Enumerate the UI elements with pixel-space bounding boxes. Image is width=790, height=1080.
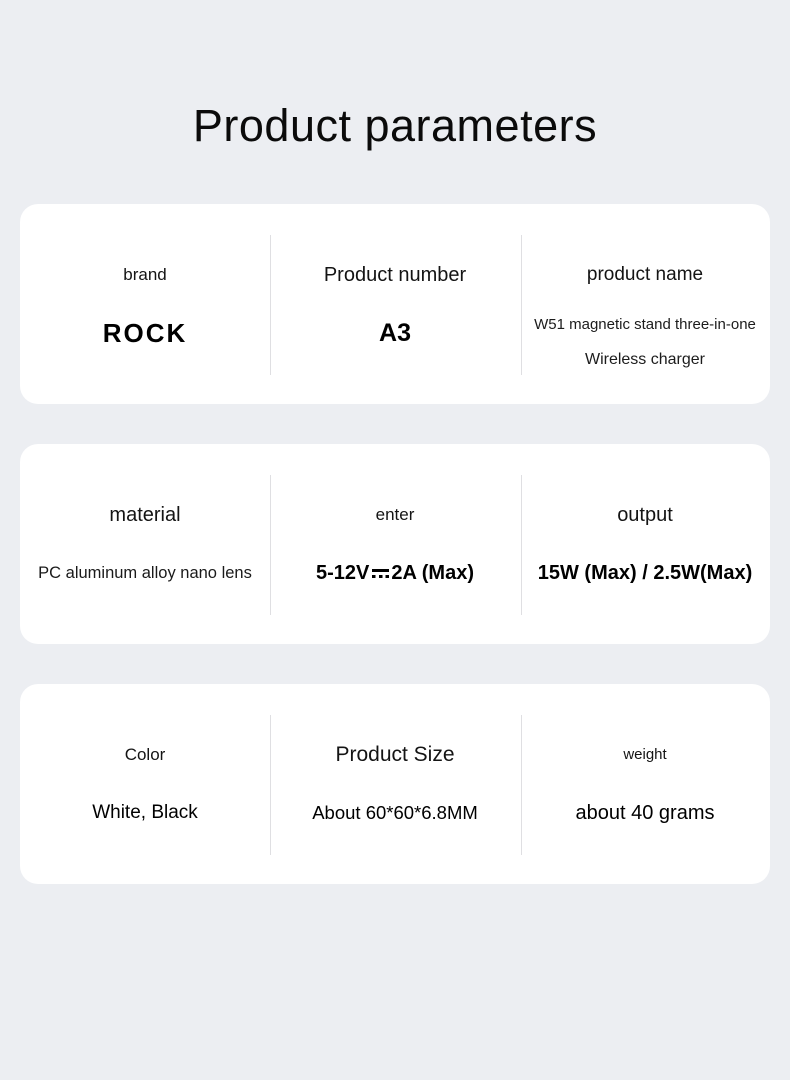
product-name-line-2: Wireless charger (584, 351, 705, 368)
column-divider (270, 235, 271, 375)
column-divider (521, 235, 522, 375)
spec-cell-material (20, 444, 270, 644)
dc-symbol-icon (372, 568, 389, 579)
spec-value: about 40 grams (575, 802, 715, 824)
spec-label: Product Size (335, 743, 455, 766)
spec-label: Product number (323, 264, 467, 286)
spec-value: White, Black (92, 802, 198, 823)
spec-value: ROCK (102, 318, 188, 348)
spec-card-electrical (20, 444, 770, 644)
spec-cell-product-number (270, 204, 520, 404)
spec-value (316, 557, 474, 589)
input-value-suffix: 2A (Max) (391, 562, 474, 584)
spec-value: 15W (Max) / 2.5W(Max) (537, 562, 753, 584)
product-name-line-1: W51 magnetic stand three-in-one (534, 316, 756, 333)
spec-label: output (617, 504, 673, 526)
column-divider (270, 475, 271, 615)
spec-card-physical (20, 684, 770, 884)
spec-label: Color (124, 745, 166, 764)
spec-cell-color (20, 684, 270, 884)
spec-cell-brand (20, 204, 270, 404)
spec-value: About 60*60*6.8MM (312, 802, 478, 823)
spec-cell-output (520, 444, 770, 644)
spec-value: PC aluminum alloy nano lens (38, 564, 252, 582)
spec-cell-weight (520, 684, 770, 884)
column-divider (521, 715, 522, 855)
page-title: Product parameters (192, 100, 598, 151)
spec-label: material (109, 504, 181, 526)
spec-card-brand-info (20, 204, 770, 404)
spec-label: product name (586, 264, 704, 285)
spec-cell-input (270, 444, 520, 644)
spec-value: A3 (379, 319, 411, 347)
spec-cell-size (270, 684, 520, 884)
spec-cards-container (20, 204, 770, 884)
spec-label: weight (623, 746, 667, 763)
column-divider (270, 715, 271, 855)
column-divider (521, 475, 522, 615)
spec-value (534, 307, 756, 377)
spec-label: brand (123, 265, 167, 284)
spec-cell-product-name (520, 204, 770, 404)
spec-label: enter (375, 505, 415, 524)
input-value-prefix: 5-12V (316, 562, 370, 584)
